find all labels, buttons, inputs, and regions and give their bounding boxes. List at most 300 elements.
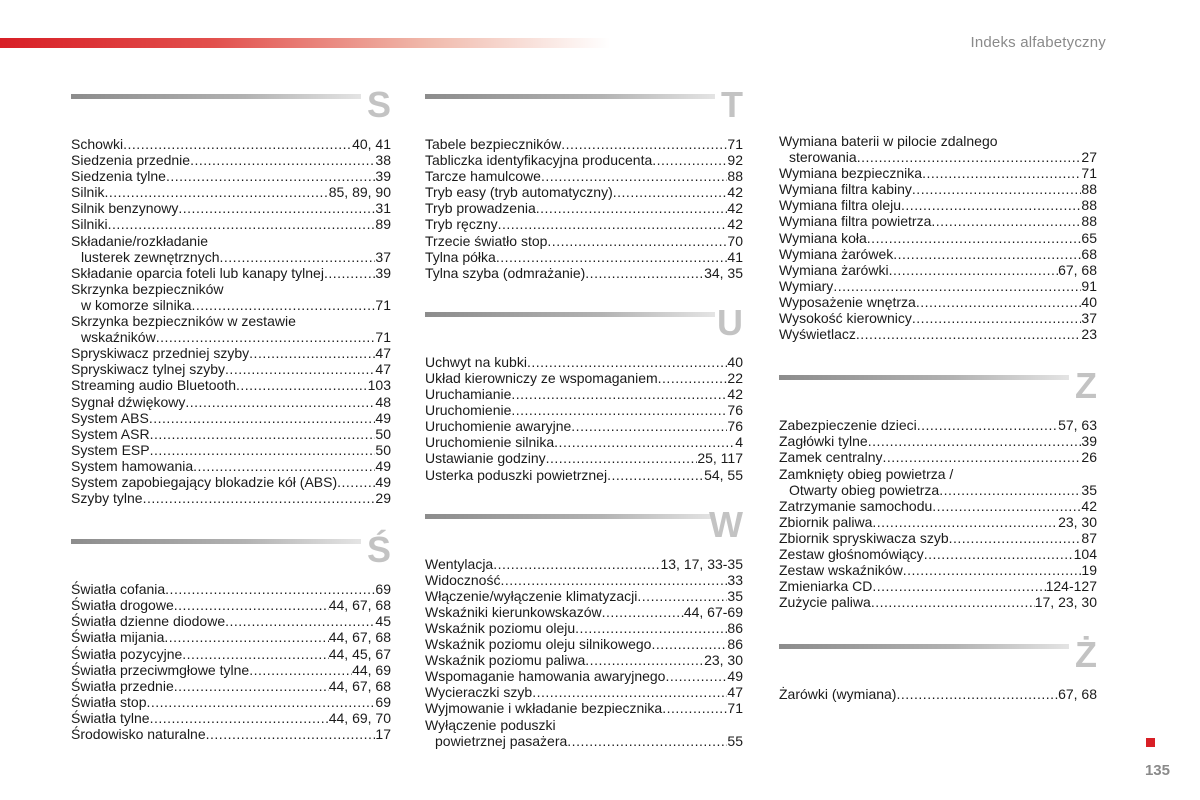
index-entry-label: Zamek centralny xyxy=(779,449,883,466)
index-entry-pages: 44, 67-69 xyxy=(683,603,743,620)
dot-leader xyxy=(206,726,376,742)
dot-leader xyxy=(236,377,368,393)
index-entry xyxy=(425,265,743,281)
index-entry-pages: 45 xyxy=(375,613,391,630)
index-entry xyxy=(71,662,391,678)
index-entry-label: Tarcze hamulcowe xyxy=(425,168,541,185)
dot-leader xyxy=(872,578,1045,594)
index-entry xyxy=(425,136,743,152)
index-entry-label: Wspomaganie hamowania awaryjnego xyxy=(425,668,666,685)
index-entry-label: Zagłówki tylne xyxy=(779,433,868,450)
index-entry-pages: 50 xyxy=(375,425,391,442)
index-entry-label: Uchwyt na kubki xyxy=(425,353,527,370)
index-section-w xyxy=(425,503,743,749)
dot-leader xyxy=(882,449,1081,465)
section-letter: W xyxy=(709,503,743,545)
index-entry-label: Wymiana filtra oleju xyxy=(779,197,902,214)
index-entry-label: Wycieraczki szyb xyxy=(425,684,533,701)
index-entry-pages: 91 xyxy=(1081,277,1097,294)
index-entry-pages: 47 xyxy=(375,361,391,378)
dot-leader xyxy=(547,233,727,249)
index-entry xyxy=(779,310,1097,326)
index-entry-label: Środowisko naturalne xyxy=(71,726,206,742)
dot-leader xyxy=(146,694,375,710)
index-entry xyxy=(779,149,1097,165)
index-entry-heading: Składanie/rozkładanie xyxy=(71,232,208,249)
dot-leader xyxy=(602,604,684,620)
index-entry xyxy=(71,710,391,726)
index-entry-pages: 13, 17, 33-35 xyxy=(660,555,743,572)
index-entry-label: Szyby tylne xyxy=(71,490,143,507)
index-entry-label: Zbiornik spryskiwacza szyb xyxy=(779,529,949,546)
dot-leader xyxy=(150,442,376,458)
dot-leader xyxy=(225,361,375,377)
index-entry-label: Sygnał dźwiękowy xyxy=(71,393,186,410)
index-entry xyxy=(71,726,391,742)
index-entry xyxy=(425,684,743,700)
index-entry-pages: 35 xyxy=(1081,481,1097,498)
index-entry-label: wskaźników xyxy=(81,329,156,346)
section-letter: Ś xyxy=(366,529,391,571)
index-entry-pages: 44, 45, 67 xyxy=(328,645,391,662)
dot-leader xyxy=(193,458,375,474)
index-entry xyxy=(425,572,743,588)
index-entry-pages: 67, 68 xyxy=(1058,686,1097,703)
index-entry-pages: 71 xyxy=(375,329,391,346)
index-entry-pages: 42 xyxy=(727,386,743,403)
index-entries xyxy=(425,354,743,483)
index-entry-pages: 54, 55 xyxy=(704,466,743,483)
index-entry-pages: 92 xyxy=(727,152,743,169)
dot-leader xyxy=(903,562,1082,578)
index-entry-label: Układ kierowniczy ze wspomaganiem xyxy=(425,369,658,386)
section-letter: S xyxy=(366,84,391,125)
index-entry-label: Światła pozycyjne xyxy=(71,645,183,662)
index-entry xyxy=(71,184,391,200)
index-entry-label: Tylna półka xyxy=(425,248,496,265)
index-entry-pages: 22 xyxy=(727,369,743,386)
dot-leader xyxy=(901,197,1081,213)
index-entry-heading: Wymiana baterii w pilocie zdalnego xyxy=(779,133,998,149)
index-entry xyxy=(71,361,391,377)
page-marker xyxy=(1146,738,1155,747)
index-entry xyxy=(779,197,1097,213)
index-entry-label: Silniki xyxy=(71,216,108,233)
dot-leader xyxy=(220,249,376,265)
index-entry xyxy=(779,262,1097,278)
index-entry xyxy=(71,613,391,629)
section-letter: U xyxy=(717,301,743,343)
index-entry xyxy=(71,377,391,393)
index-entry-pages: 42 xyxy=(727,200,743,217)
dot-leader xyxy=(856,326,1082,342)
dot-leader xyxy=(949,530,1082,546)
dot-leader xyxy=(652,152,727,168)
index-entry-pages: 88 xyxy=(1081,181,1097,198)
index-entry-pages: 40, 41 xyxy=(352,136,391,152)
index-entry xyxy=(425,152,743,168)
index-entry-pages: 86 xyxy=(727,636,743,653)
index-entry xyxy=(779,433,1097,449)
index-entry xyxy=(425,636,743,652)
index-entry-label: Światła dzienne diodowe xyxy=(71,613,226,630)
index-column-3 xyxy=(779,133,1097,702)
dot-leader xyxy=(527,354,727,370)
index-entry-label: Żarówki (wymiana) xyxy=(779,686,897,703)
dot-leader xyxy=(324,265,375,281)
dot-leader xyxy=(123,136,352,152)
index-entry-label: Światła przeciwmgłowe tylne xyxy=(71,661,250,678)
index-entry xyxy=(779,546,1097,562)
index-entry xyxy=(71,249,391,265)
index-entry-pages: 39 xyxy=(375,264,391,281)
dot-leader xyxy=(912,310,1082,326)
index-entry-pages: 27 xyxy=(1081,149,1097,166)
index-entry-pages: 19 xyxy=(1081,562,1097,579)
index-entry xyxy=(425,700,743,716)
index-entry-label: Zmieniarka CD xyxy=(779,578,873,595)
index-entry-pages: 42 xyxy=(727,216,743,233)
index-section-z-dot xyxy=(779,634,1097,703)
index-entry-label: lusterek zewnętrznych xyxy=(81,248,220,265)
dot-leader xyxy=(857,149,1082,165)
dot-leader xyxy=(651,636,727,652)
index-entry-label: Tryb easy (tryb automatyczny) xyxy=(425,184,613,201)
index-entry xyxy=(425,233,743,249)
dot-leader xyxy=(337,474,375,490)
dot-leader xyxy=(922,165,1081,181)
index-entry xyxy=(425,354,743,370)
index-entry xyxy=(779,294,1097,310)
section-divider xyxy=(425,94,715,99)
index-entry xyxy=(779,417,1097,433)
dot-leader xyxy=(575,620,727,636)
index-entry-label: w komorze silnika xyxy=(81,296,192,313)
index-entry-pages: 38 xyxy=(375,152,391,169)
index-entry-label: Uruchomienie xyxy=(425,402,512,419)
dot-leader xyxy=(498,216,728,232)
index-entry-label: sterowania xyxy=(789,149,857,166)
section-divider xyxy=(779,375,1069,380)
index-entry-label: Wymiana bezpiecznika xyxy=(779,165,923,182)
index-entry xyxy=(425,418,743,434)
index-entry-label: Schowki xyxy=(71,136,124,152)
index-entry-pages: 44, 67, 68 xyxy=(328,677,391,694)
dot-leader xyxy=(665,668,727,684)
index-entry-pages: 44, 69, 70 xyxy=(328,709,391,726)
index-entry-pages: 104 xyxy=(1073,545,1097,562)
index-entry-label: Wskaźnik poziomu oleju silnikowego xyxy=(425,636,652,653)
section-divider xyxy=(779,644,1069,649)
dot-leader xyxy=(833,278,1081,294)
index-entry xyxy=(425,733,743,749)
index-entry-pages: 23, 30 xyxy=(1058,513,1097,530)
header-accent-band xyxy=(0,38,610,48)
index-entry-label: Wskaźnik poziomu oleju xyxy=(425,619,576,636)
index-entry xyxy=(425,249,743,265)
index-entry-label: Tryb prowadzenia xyxy=(425,200,536,217)
index-entry-label: Usterka poduszki powietrznej xyxy=(425,466,608,483)
index-entry xyxy=(425,370,743,386)
section-letter: Ż xyxy=(1075,634,1097,676)
index-entry xyxy=(71,490,391,506)
index-entry xyxy=(779,686,1097,702)
index-entry-label: Wyświetlacz xyxy=(779,326,856,343)
index-entry-pages: 34, 35 xyxy=(704,264,743,281)
dot-leader xyxy=(182,646,328,662)
index-entry-pages: 29 xyxy=(375,490,391,507)
index-entry-pages: 68 xyxy=(1081,245,1097,262)
index-entry xyxy=(425,386,743,402)
index-entry-label: System ESP xyxy=(71,441,150,458)
dot-leader xyxy=(174,678,329,694)
dot-leader xyxy=(658,370,728,386)
section-header xyxy=(71,84,391,136)
index-entry-label: System ABS xyxy=(71,409,149,426)
index-entry-label: System ASR xyxy=(71,425,150,442)
index-entry xyxy=(425,467,743,483)
index-entry-label: Tabliczka identyfikacyjna producenta xyxy=(425,152,653,169)
dot-leader xyxy=(536,200,728,216)
index-entry xyxy=(425,620,743,636)
section-header xyxy=(425,503,743,556)
index-entry-label: Siedzenia przednie xyxy=(71,152,191,169)
index-entry-label: Ustawianie godziny xyxy=(425,450,546,467)
index-entry-label: Wymiana koła xyxy=(779,229,867,246)
index-entry-pages: 124-127 xyxy=(1045,578,1097,595)
index-entry xyxy=(71,458,391,474)
index-entry-pages: 86 xyxy=(727,619,743,636)
dot-leader xyxy=(561,136,727,152)
index-entry-pages: 49 xyxy=(727,668,743,685)
index-entry-label: Światła tylne xyxy=(71,709,150,726)
index-entry-label: Wysokość kierownicy xyxy=(779,310,912,327)
index-entry xyxy=(779,482,1097,498)
index-entry-label: Światła drogowe xyxy=(71,597,174,614)
index-entry-label: powietrznej pasażera xyxy=(435,732,568,749)
index-entry xyxy=(71,345,391,361)
dot-leader xyxy=(546,450,698,466)
index-entry-pages: 57, 63 xyxy=(1058,417,1097,434)
index-entry-pages: 23 xyxy=(1081,326,1097,343)
index-entry-pages: 88 xyxy=(1081,197,1097,214)
index-entries xyxy=(779,417,1097,610)
index-entry-pages: 44, 67, 68 xyxy=(328,597,391,614)
index-entry-pages: 71 xyxy=(375,296,391,313)
index-entry-pages: 55 xyxy=(727,732,743,749)
index-entry xyxy=(425,184,743,200)
index-entry-label: Zbiornik paliwa xyxy=(779,513,873,530)
index-entry-label: Światła mijania xyxy=(71,629,165,646)
dot-leader xyxy=(872,514,1058,530)
index-entry-label: Siedzenia tylne xyxy=(71,168,166,185)
index-entry-pages: 69 xyxy=(375,693,391,710)
index-entry-pages: 44, 67, 68 xyxy=(328,629,391,646)
index-entry-pages: 87 xyxy=(1081,529,1097,546)
dot-leader xyxy=(585,265,704,281)
index-entry xyxy=(779,514,1097,530)
index-entry-label: Zabezpieczenie dzieci xyxy=(779,417,917,434)
index-entry-label: Uruchamianie xyxy=(425,386,512,403)
dot-leader xyxy=(613,184,728,200)
index-entry xyxy=(425,588,743,604)
index-entry xyxy=(71,646,391,662)
dot-leader xyxy=(166,168,375,184)
index-entry-pages: 48 xyxy=(375,393,391,410)
index-entry-label: Silnik benzynowy xyxy=(71,200,179,217)
index-entry-pages: 49 xyxy=(375,473,391,490)
index-entry-label: Zestaw głośnomówiący xyxy=(779,545,924,562)
section-divider xyxy=(425,312,715,317)
index-entry-label: Tabele bezpieczników xyxy=(425,136,562,152)
index-entry xyxy=(71,152,391,168)
index-entry-pages: 76 xyxy=(727,402,743,419)
index-entry-label: System hamowania xyxy=(71,457,194,474)
index-entry xyxy=(71,136,391,152)
dot-leader xyxy=(249,345,375,361)
index-entry-pages: 89 xyxy=(375,216,391,233)
index-entry xyxy=(71,168,391,184)
index-entry-pages: 71 xyxy=(1081,165,1097,182)
dot-leader xyxy=(912,181,1082,197)
index-section-s-acute xyxy=(71,529,391,742)
dot-leader xyxy=(165,581,375,597)
dot-leader xyxy=(174,597,329,613)
index-entry-label: Wskaźniki kierunkowskazów xyxy=(425,603,602,620)
dot-leader xyxy=(149,410,376,426)
index-entry xyxy=(71,678,391,694)
index-entry-label: Otwarty obieg powietrza xyxy=(789,481,940,498)
index-entry-label: Włączenie/wyłączenie klimatyzacji xyxy=(425,587,638,604)
index-entries xyxy=(425,136,743,281)
index-entry xyxy=(779,165,1097,181)
index-entry xyxy=(425,200,743,216)
dot-leader xyxy=(916,294,1082,310)
index-entry-pages: 37 xyxy=(375,248,391,265)
index-entry-label: Składanie oparcia foteli lub kanapy tylnej xyxy=(71,264,324,281)
index-entries xyxy=(779,133,1097,342)
index-entry xyxy=(71,581,391,597)
page-title: Indeks alfabetyczny xyxy=(970,34,1106,51)
dot-leader xyxy=(571,418,727,434)
dot-leader xyxy=(924,546,1074,562)
index-entry-pages: 4 xyxy=(735,434,743,451)
dot-leader xyxy=(191,297,375,313)
section-divider xyxy=(425,514,715,519)
index-entry xyxy=(71,265,391,281)
index-section-s xyxy=(71,84,391,507)
dot-leader xyxy=(511,386,727,402)
index-entry xyxy=(425,434,743,450)
dot-leader xyxy=(143,490,376,506)
index-entry-label: Uruchomienie silnika xyxy=(425,434,555,451)
index-entry xyxy=(71,629,391,645)
index-entry-pages: 42 xyxy=(727,184,743,201)
index-entry xyxy=(779,594,1097,610)
dot-leader xyxy=(637,588,727,604)
index-entry xyxy=(71,597,391,613)
index-entry-pages: 40 xyxy=(1081,293,1097,310)
index-entries xyxy=(779,686,1097,702)
index-entry-heading: Wyłączenie poduszki xyxy=(425,716,556,733)
index-entry xyxy=(779,326,1097,342)
index-entry xyxy=(71,694,391,710)
dot-leader xyxy=(190,152,375,168)
index-entry-label: Silnik xyxy=(71,184,105,201)
index-entry xyxy=(425,450,743,466)
index-entry-label: Zatrzymanie samochodu xyxy=(779,497,933,514)
index-entry-pages: 49 xyxy=(375,457,391,474)
index-entry-pages: 70 xyxy=(727,232,743,249)
index-column-2 xyxy=(425,84,743,749)
index-entry-pages: 50 xyxy=(375,441,391,458)
index-entry xyxy=(71,216,391,232)
index-entry-pages: 67, 68 xyxy=(1058,261,1097,278)
section-header xyxy=(779,634,1097,686)
index-entry-label: Streaming audio Bluetooth xyxy=(71,377,236,394)
dot-leader xyxy=(500,572,727,588)
dot-leader xyxy=(185,394,375,410)
index-entry-pages: 26 xyxy=(1081,449,1097,466)
index-entry-pages: 71 xyxy=(727,136,743,152)
section-header xyxy=(779,365,1097,417)
index-entry-label: Wyposażenie wnętrza xyxy=(779,293,916,310)
section-letter: T xyxy=(721,84,743,125)
index-entry-pages: 47 xyxy=(375,345,391,362)
index-entry-pages: 42 xyxy=(1081,497,1097,514)
index-entry-pages: 17, 23, 30 xyxy=(1034,594,1097,611)
dot-leader xyxy=(932,498,1081,514)
index-entry xyxy=(71,394,391,410)
index-entries xyxy=(71,581,391,742)
index-section-u xyxy=(425,301,743,483)
dot-leader xyxy=(150,710,329,726)
index-entry xyxy=(425,668,743,684)
index-entry-pages: 88 xyxy=(727,168,743,185)
index-entry-label: Światła przednie xyxy=(71,677,174,694)
dot-leader xyxy=(249,662,352,678)
index-entry xyxy=(425,556,743,572)
index-entry xyxy=(71,329,391,345)
index-entry xyxy=(425,402,743,418)
index-entry-label: Spryskiwacz tylnej szyby xyxy=(71,361,226,378)
dot-leader xyxy=(567,733,727,749)
index-section-z xyxy=(779,365,1097,611)
index-entry-label: Wymiana żarówki xyxy=(779,261,889,278)
index-entry xyxy=(71,474,391,490)
dot-leader xyxy=(178,200,375,216)
index-entry-label: Uruchomienie awaryjne xyxy=(425,418,572,435)
dot-leader xyxy=(554,434,735,450)
index-entry-pages: 85, 89, 90 xyxy=(328,184,391,201)
index-entry-label: System zapobiegający blokadzie kół (ABS) xyxy=(71,473,338,490)
index-entry-heading: Skrzynka bezpieczników xyxy=(71,280,224,297)
index-entry-pages: 76 xyxy=(727,418,743,435)
dot-leader xyxy=(917,417,1058,433)
index-entry-pages: 33 xyxy=(727,571,743,588)
index-entry-label: Tylna szyba (odmrażanie) xyxy=(425,264,586,281)
dot-leader xyxy=(225,613,375,629)
dot-leader xyxy=(496,249,728,265)
index-entry-pages: 69 xyxy=(375,581,391,598)
index-entry-label: Zestaw wskaźników xyxy=(779,562,903,579)
index-entry-label: Wymiary xyxy=(779,277,834,294)
dot-leader xyxy=(104,184,328,200)
section-header xyxy=(425,301,743,354)
dot-leader xyxy=(893,246,1081,262)
dot-leader xyxy=(108,216,376,232)
dot-leader xyxy=(939,482,1081,498)
